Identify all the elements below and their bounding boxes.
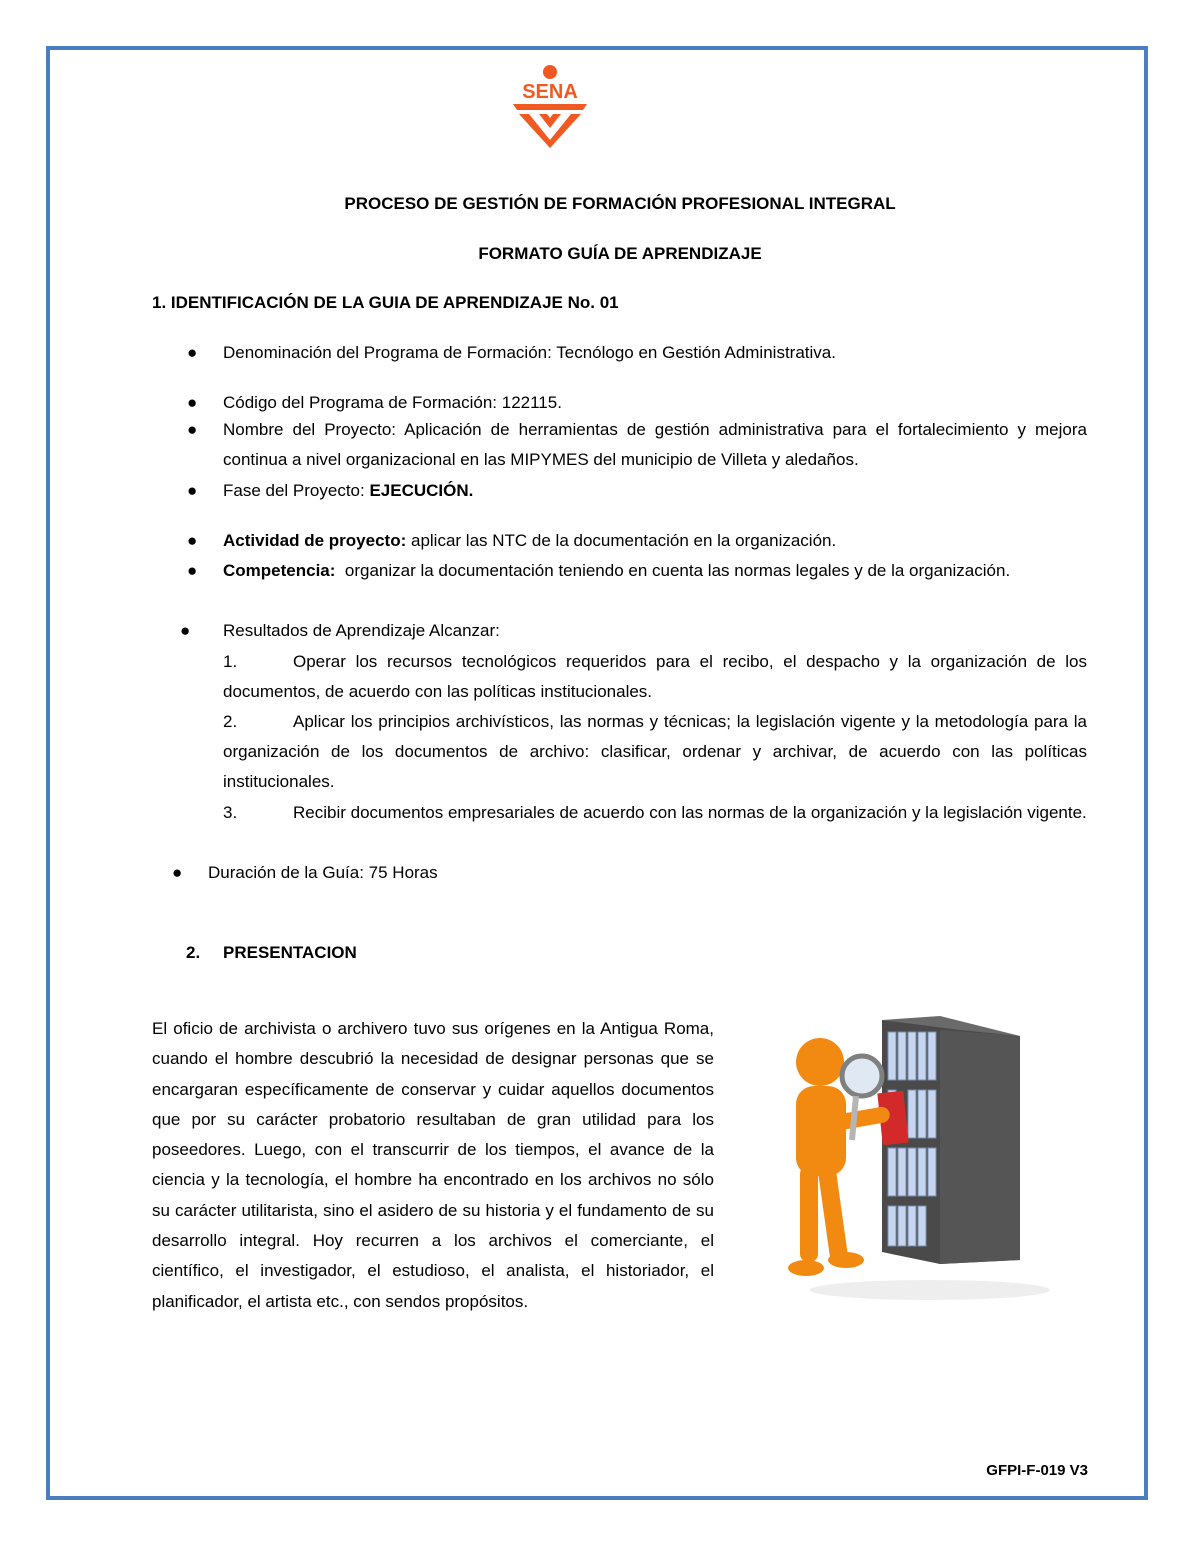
bullet-icon: ●: [187, 393, 198, 412]
learning-result: 1. Operar los recursos tecnológicos requeridos para el recibo, el despacho y la organización de los documentos, de acuerdo con las políticas institucionales.: [223, 652, 1087, 701]
document-code: GFPI-F-019 V3: [986, 1462, 1088, 1479]
bullet-icon: ●: [187, 561, 198, 580]
section-1-heading: 1. IDENTIFICACIÓN DE LA GUIA DE APRENDIZAJE No. 01: [152, 293, 619, 312]
list-item: ● Resultados de Aprendizaje Alcanzar:: [223, 616, 1087, 646]
list-item: ● Duración de la Guía: 75 Horas: [208, 858, 1072, 888]
bullet-icon: ●: [180, 621, 191, 640]
presentation-paragraph: El oficio de archivista o archivero tuvo sus orígenes en la Antigua Roma, cuando el hombre descubrió la necesidad de designar personas que se encargaran específicamente de conservar y cuidar aquellos documentos que por su carácter probatorio resultaban de gran utilidad para los poseedores. Luego, con el transcurrir de los tiempos, el avance de la ciencia y la tecnología, el hombre ha encontrado en los archivos no sólo su carácter utilitarista, sino el asidero de su historia y el fundamento de su desarrollo integral. Hoy recurren a los archivos el comerciante, el científico, el investigador, el estudioso, el analista, el historiador, el planificador, el artista etc., con sendos propósitos.: [152, 1019, 714, 1311]
list-item: ● Actividad de proyecto: aplicar las NTC de la documentación en la organización.: [223, 526, 1087, 556]
archivist-illustration: [760, 990, 1060, 1320]
section-2-heading: 2. PRESENTACION: [186, 943, 357, 962]
svg-text:SENA: SENA: [522, 81, 578, 103]
document-title: PROCESO DE GESTIÓN DE FORMACIÓN PROFESIONAL INTEGRAL: [344, 194, 896, 213]
list-item: ● Fase del Proyecto: EJECUCIÓN.: [223, 476, 1087, 506]
list-item: ● Denominación del Programa de Formación: Tecnólogo en Gestión Administrativa.: [223, 338, 1087, 368]
learning-result: 3. Recibir documentos empresariales de acuerdo con las normas de la organización y la legislación vigente.: [223, 803, 1087, 822]
document-subtitle: FORMATO GUÍA DE APRENDIZAJE: [478, 244, 762, 263]
bullet-icon: ●: [187, 343, 198, 362]
sena-logo: [505, 60, 595, 150]
bullet-icon: ●: [187, 420, 198, 439]
list-item: ● Competencia: organizar la documentación teniendo en cuenta las normas legales y de la organización.: [223, 556, 1087, 586]
bullet-icon: ●: [187, 481, 198, 500]
list-item: ● Código del Programa de Formación: 122115.: [223, 388, 1087, 418]
list-item: ● Nombre del Proyecto: Aplicación de herramientas de gestión administrativa para el fortalecimiento y mejora continua a nivel organizacional en las MIPYMES del municipio de Villeta y aledaños.: [223, 415, 1087, 475]
learning-result: 2. Aplicar los principios archivísticos, las normas y técnicas; la legislación vigente y la metodología para la organización de los documentos de archivo: clasificar, ordenar y archivar, de acuerdo con las políticas institucionales.: [223, 712, 1087, 791]
bullet-icon: ●: [187, 531, 198, 550]
bullet-icon: ●: [172, 863, 183, 882]
